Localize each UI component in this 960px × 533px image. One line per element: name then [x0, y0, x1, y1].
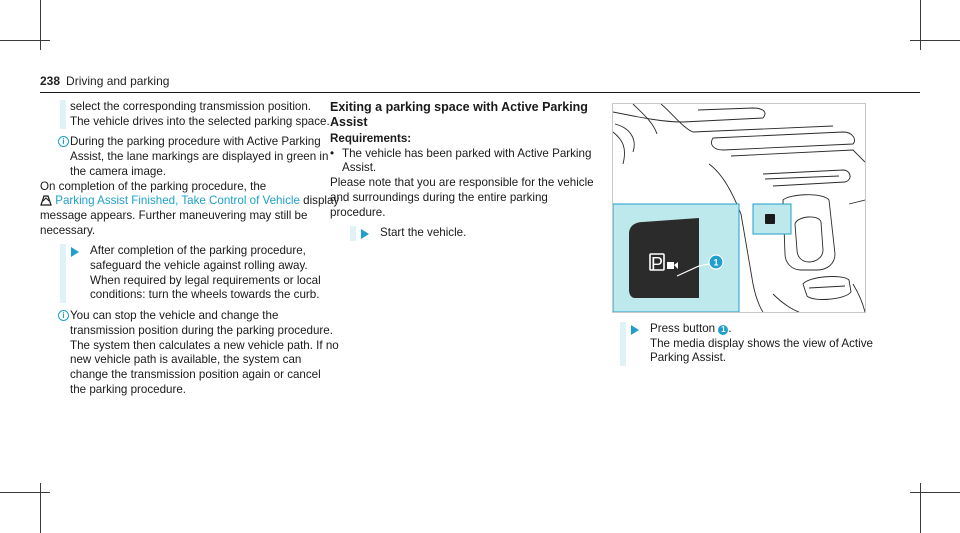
parking-assist-icon [40, 195, 52, 206]
crop-mark [40, 0, 41, 50]
section-heading: Exiting a parking space with Active Parking Assist [330, 100, 588, 129]
console-illustration [612, 103, 866, 313]
column-1 [40, 100, 340, 397]
paragraph [40, 180, 340, 239]
hint-text: During the parking procedure with Active Parking Assist, the lane markings are displayed in green in the camera image. [70, 135, 329, 178]
page-number: 238 [40, 74, 61, 88]
page-header [40, 74, 169, 88]
paragraph: select the corresponding transmission position. [70, 100, 312, 113]
step-block [40, 244, 340, 303]
note-paragraph: Please note that you are responsible for the vehicle and surroundings during the entire parking procedure. [330, 176, 594, 219]
instruction-block [40, 100, 340, 129]
step-block [600, 322, 900, 366]
completion-lead: On completion of the parking procedure, the [40, 179, 267, 193]
crop-mark [40, 483, 41, 533]
button-letter: P [651, 254, 664, 274]
console-drawing [613, 104, 865, 312]
step-text [630, 322, 900, 366]
arrow-icon [361, 229, 369, 239]
arrow-icon [71, 247, 79, 257]
paragraph: The vehicle drives into the selected parking space. [70, 114, 330, 128]
step-block [330, 226, 600, 241]
crop-mark [0, 492, 50, 493]
arrow-icon [631, 325, 639, 335]
hint-block [40, 135, 340, 179]
crop-mark [910, 492, 960, 493]
crop-mark [910, 40, 960, 41]
step-text: Start the vehicle. [380, 226, 467, 240]
crop-mark [0, 40, 50, 41]
step-lead: Press button [650, 322, 716, 335]
section-title: Driving and parking [66, 74, 170, 88]
step-tail: . [728, 322, 732, 335]
requirements-label: Requirements: [330, 132, 412, 145]
crop-mark [920, 0, 921, 50]
list-item: • The vehicle has been parked with Active Parking Assist. [330, 147, 600, 176]
completion-tail: display message appears. Further maneuvering may still be necessary. [40, 194, 340, 237]
callout-badge: 1 [718, 325, 728, 335]
hint-text: You can stop the vehicle and change the transmission position during the parking procedure. The system then calculates a new vehicle path. If no new vehicle path is available, the system can change the transmission position again or cancel the parking procedure. [70, 309, 339, 396]
info-icon: i [58, 136, 69, 147]
figure-callout: 1 [713, 257, 719, 268]
header-rule [40, 92, 920, 93]
hint-block [40, 309, 340, 397]
crop-mark [920, 483, 921, 533]
requirements-list [330, 147, 600, 176]
column-2 [330, 100, 600, 247]
step-text: After completion of the parking procedure, safeguard the vehicle against rolling away. When required by legal requirements or local conditions: turn the wheels towards the curb. [90, 244, 321, 302]
display-message: Parking Assist Finished, Take Control of Vehicle [55, 194, 300, 208]
step-description: The media display shows the view of Active Parking Assist. [650, 336, 873, 365]
info-icon: i [58, 310, 69, 321]
column-3 [600, 322, 900, 372]
